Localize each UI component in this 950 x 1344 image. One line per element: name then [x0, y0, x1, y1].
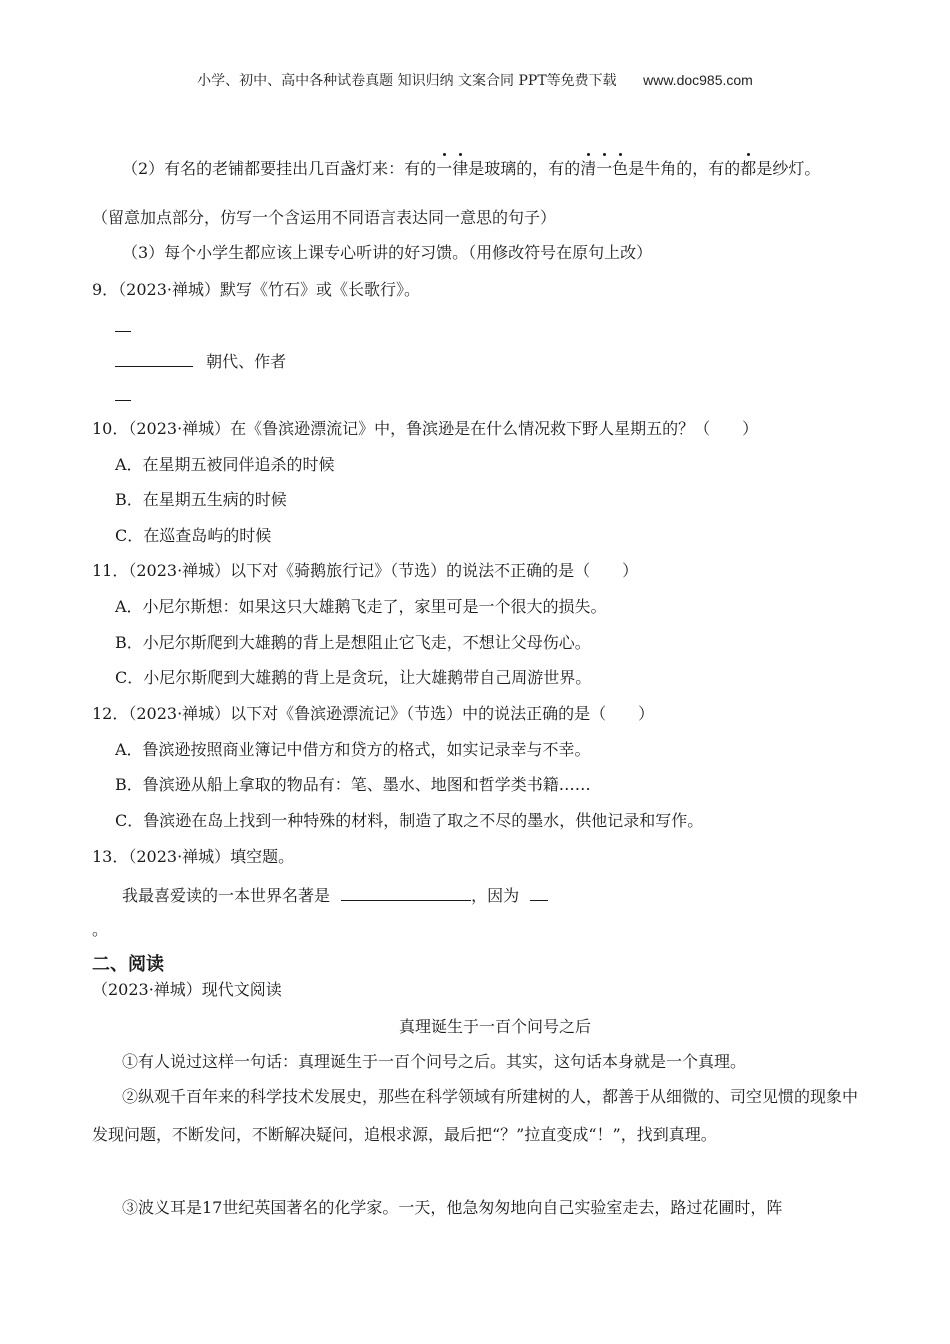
article-title: 真理诞生于一百个问号之后 [398, 1017, 591, 1036]
q13-fill-line: 我最喜爱读的一本世界名著是 ，因为 [122, 884, 548, 906]
q13-end: 。 [92, 920, 109, 939]
q12-option: A．鲁滨逊按照商业簿记中借方和贷方的格式，如实记录幸与不幸。 [115, 740, 591, 759]
reason-blank[interactable] [530, 884, 548, 901]
header-text: 小学、初中、高中各种试卷真题 知识归纳 文案合同 PPT等免费下载 [197, 73, 617, 89]
dotted-word-1 [436, 159, 468, 178]
q11-option: B．小尼尔斯爬到大雄鹅的背上是想阻止它飞走，不想让父母伤心。 [115, 633, 591, 652]
q12-option: C．鲁滨逊在岛上找到一种特殊的材料，制造了取之不尽的墨水，供他记录和写作。 [115, 811, 704, 830]
dynasty-label: 朝代、作者 [206, 352, 287, 371]
emphasis-char: 都 [740, 159, 757, 178]
q12-stem: 12．（2023·禅城）以下对《鲁滨逊漂流记》（节选）中的说法正确的是（ ） [92, 704, 655, 723]
q8-item3: （3）每个小学生都应该上课专心听讲的好习馈。（用修改符号在原句上改） [122, 243, 653, 262]
q8-item2-instruction: （留意加点部分，仿写一个含运用不同语言表达同一意思的句子） [92, 208, 557, 227]
q13-stem: 13．（2023·禅城）填空题。 [92, 847, 295, 866]
dotted-word-3 [740, 159, 756, 178]
q9-stem: 9．（2023·禅城）默写《竹石》或《长歌行》。 [92, 280, 420, 299]
q8-item2: （2）有名的老铺都要挂出几百盏灯来：有的一律是玻璃的，有的清一色是牛角的，有的都是纱灯。 [122, 159, 821, 178]
q10-option: C．在巡查岛屿的时候 [115, 526, 272, 545]
q12-option: B．鲁滨逊从船上拿取的物品有：笔、墨水、地图和哲学类书籍…… [115, 775, 591, 794]
q10-option: B．在星期五生病的时候 [115, 490, 287, 509]
q10-stem: 10．（2023·禅城）在《鲁滨逊漂流记》中，鲁滨逊是在什么情况救下野人星期五的？（ ） [92, 419, 759, 438]
emphasis-char: 色 [612, 159, 629, 178]
emphasis-char: 一 [596, 159, 613, 178]
header-site: www.doc985.com [643, 72, 753, 88]
emphasis-char: 律 [452, 159, 469, 178]
answer-dash [115, 331, 131, 332]
dotted-word-2 [580, 159, 628, 178]
favorite-book-blank[interactable] [341, 884, 471, 901]
q11-stem: 11．（2023·禅城）以下对《骑鹅旅行记》（节选）的说法不正确的是（ ） [92, 561, 639, 580]
section-heading: 二、阅读 [92, 954, 164, 975]
article-paragraph-1: ①有人说过这样一句话：真理诞生于一百个问号之后。其实，这句话本身就是一个真理。 [122, 1052, 747, 1071]
q11-option: C．小尼尔斯爬到大雄鹅的背上是贪玩，让大雄鹅带自己周游世界。 [115, 668, 592, 687]
q9-dynasty-line [115, 350, 286, 372]
reading-source: （2023·禅城）现代文阅读 [92, 980, 282, 999]
page-header [0, 70, 950, 91]
emphasis-char: 清 [580, 159, 597, 178]
q11-option: A．小尼尔斯想：如果这只大雄鹅飞走了，家里可是一个很大的损失。 [115, 597, 607, 616]
article-paragraph-2: ②纵观千百年来的科学技术发展史，那些在科学领域有所建树的人，都善于从细微的、司空见惯的现象中发现问题，不断发问，不断解决疑问，追根求源，最后把“？”拉直变成“！”，找到真理。 [92, 1087, 859, 1144]
article-paragraph-3: ③波义耳是17世纪英国著名的化学家。一天，他急匆匆地向自己实验室走去，路过花圃时，阵 [122, 1198, 783, 1217]
emphasis-char: 一 [436, 159, 453, 178]
answer-dash [115, 400, 131, 401]
answer-blank[interactable] [115, 350, 193, 367]
q10-option: A．在星期五被同伴追杀的时候 [115, 455, 335, 474]
